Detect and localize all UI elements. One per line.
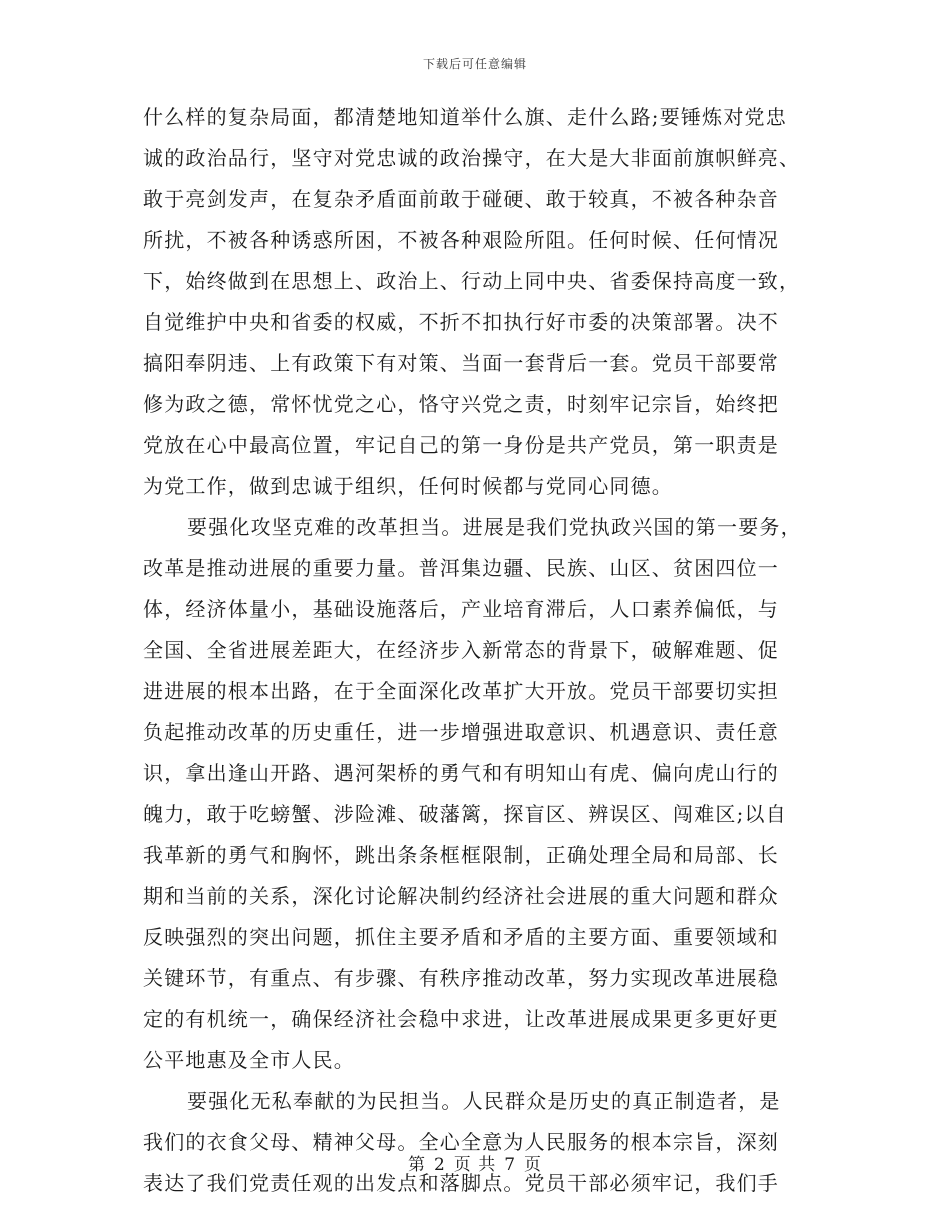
text-line: 下，始终做到在思想上、政治上、行动上同中央、省委保持高度一致， [143,269,801,293]
document-body [143,97,803,1204]
text-line: 期和当前的关系，深化讨论解决制约经济社会进展的重大问题和群众 [143,884,779,908]
text-line: 反映强烈的突出问题，抓住主要矛盾和矛盾的主要方面、重要领域和 [143,925,779,949]
footer-suffix: 页 [524,1155,543,1175]
text-line: 自觉维护中央和省委的权威，不折不扣执行好市委的决策部署。决不 [143,310,779,334]
text-line: 识，拿出逢山开路、遇河架桥的勇气和有明知山有虎、偏向虎山行的 [143,761,779,785]
paragraph-first-line: 要强化无私奉献的为民担当。人民群众是历史的真正制造者，是 [187,1089,781,1113]
footer-middle: 页 共 [453,1155,497,1175]
text-line: 党放在心中最高位置，牢记自己的第一身份是共产党员，第一职责是 [143,433,779,457]
text-line: 公平地惠及全市人民。 [143,1048,355,1072]
footer-prefix: 第 [407,1155,426,1175]
text-line: 改革是推动进展的重要力量。普洱集边疆、民族、山区、贫困四位一 [143,556,779,580]
page-footer [0,1150,950,1175]
text-line: 为党工作，做到忠诚于组织，任何时候都与党同心同德。 [143,474,673,498]
text-line: 修为政之德，常怀忧党之心，恪守兴党之责，时刻牢记宗旨，始终把 [143,392,779,416]
text-line: 我们的衣食父母、精神父母。全心全意为人民服务的根本宗旨，深刻 [143,1130,779,1154]
footer-total-pages: 7 [504,1155,517,1175]
text-line: 进进展的根本出路，在于全面深化改革扩大开放。党员干部要切实担 [143,679,779,703]
paragraph-first-line: 要强化攻坚克难的改革担当。进展是我们党执政兴国的第一要务， [187,515,802,539]
text-line: 搞阳奉阴违、上有政策下有对策、当面一套背后一套。党员干部要常 [143,351,779,375]
text-line: 全国、全省进展差距大，在经济步入新常态的背景下，破解难题、促 [143,638,779,662]
text-line: 表达了我们党责任观的出发点和落脚点。党员干部必须牢记，我们手 [143,1171,779,1195]
text-line: 敢于亮剑发声，在复杂矛盾面前敢于碰硬、敢于较真，不被各种杂音 [143,187,779,211]
text-line: 关键环节，有重点、有步骤、有秩序推动改革，努力实现改革进展稳 [143,966,779,990]
text-line: 负起推动改革的历史重任，进一步增强进取意识、机遇意识、责任意 [143,720,779,744]
text-line: 体，经济体量小，基础设施落后，产业培育滞后，人口素养偏低，与 [143,597,779,621]
text-line: 诚的政治品行，坚守对党忠诚的政治操守，在大是大非面前旗帜鲜亮、 [143,146,801,170]
text-line: 定的有机统一，确保经济社会稳中求进，让改革进展成果更多更好更 [143,1007,779,1031]
text-line: 所扰，不被各种诱惑所困，不被各种艰险所阻。任何时候、任何情况 [143,228,779,252]
footer-page-number: 2 [433,1155,446,1175]
text-line: 什么样的复杂局面，都清楚地知道举什么旗、走什么路;要锤炼对党忠 [143,105,787,129]
text-line: 魄力，敢于吃螃蟹、涉险滩、破藩篱，探盲区、辨误区、闯难区;以自 [143,802,787,826]
text-line: 我革新的勇气和胸怀，跳出条条框框限制，正确处理全局和局部、长 [143,843,779,867]
page-header: 下载后可任意编辑 [422,57,527,71]
